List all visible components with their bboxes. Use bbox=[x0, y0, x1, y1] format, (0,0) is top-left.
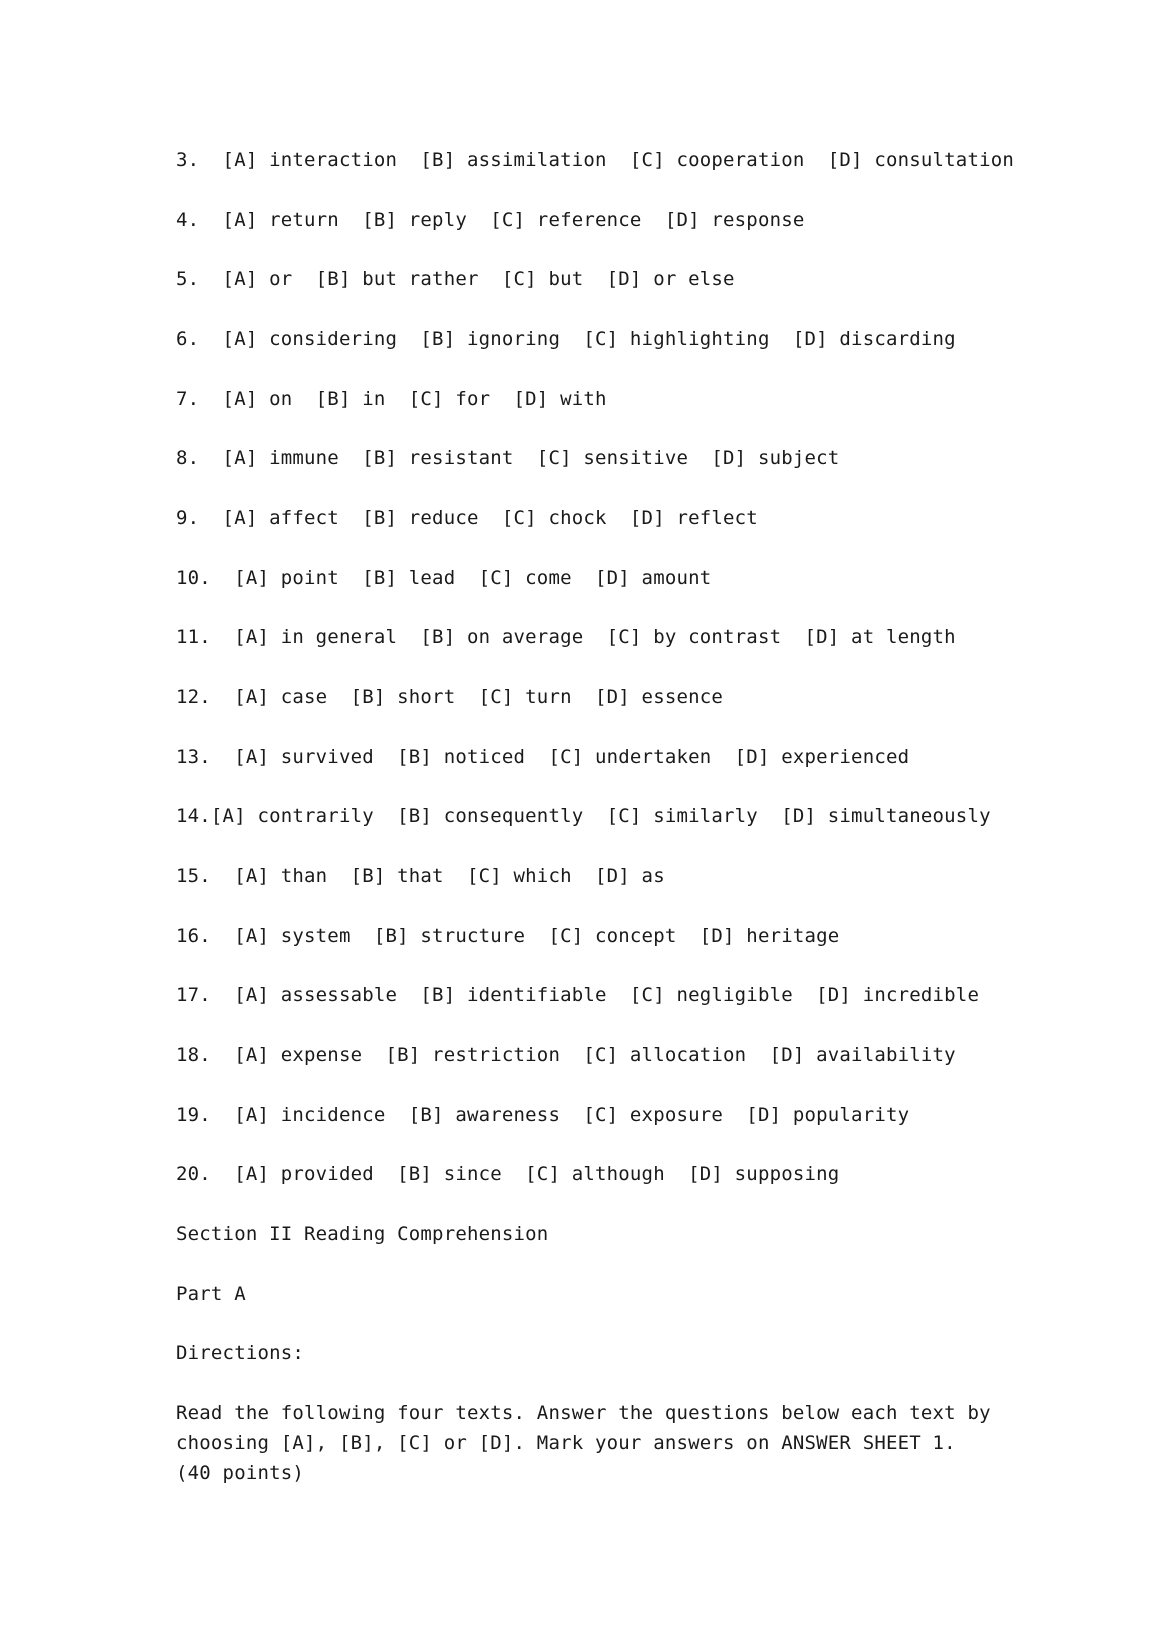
question-8-options: 8. [A] immune [B] resistant [C] sensitive [D] subject bbox=[176, 447, 840, 469]
question-13-options: 13. [A] survived [B] noticed [C] undertaken [D] experienced bbox=[176, 746, 910, 768]
question-20-options: 20. [A] provided [B] since [C] although [D] supposing bbox=[176, 1163, 840, 1185]
question-12-options: 12. [A] case [B] short [C] turn [D] essence bbox=[176, 686, 724, 708]
question-10-options: 10. [A] point [B] lead [C] come [D] amount bbox=[176, 567, 712, 589]
part-title: Part A bbox=[176, 1283, 246, 1305]
question-14-options: 14.[A] contrarily [B] consequently [C] similarly [D] simultaneously bbox=[176, 805, 991, 827]
question-18-options: 18. [A] expense [B] restriction [C] allocation [D] availability bbox=[176, 1044, 956, 1066]
question-9-options: 9. [A] affect [B] reduce [C] chock [D] reflect bbox=[176, 507, 758, 529]
section-title: Section II Reading Comprehension bbox=[176, 1223, 549, 1245]
directions-text: Read the following four texts. Answer the questions below each text by choosing [A], [B], [C] or [D]. Mark your answers on ANSWER SHEET 1. (40 points) bbox=[176, 1402, 991, 1484]
question-19-options: 19. [A] incidence [B] awareness [C] exposure [D] popularity bbox=[176, 1104, 910, 1126]
question-15-options: 15. [A] than [B] that [C] which [D] as bbox=[176, 865, 665, 887]
question-4-options: 4. [A] return [B] reply [C] reference [D] response bbox=[176, 209, 805, 231]
question-16-options: 16. [A] system [B] structure [C] concept [D] heritage bbox=[176, 925, 840, 947]
question-11-options: 11. [A] in general [B] on average [C] by contrast [D] at length bbox=[176, 626, 956, 648]
question-6-options: 6. [A] considering [B] ignoring [C] highlighting [D] discarding bbox=[176, 328, 956, 350]
question-3-options: 3. [A] interaction [B] assimilation [C] cooperation [D] consultation bbox=[176, 149, 1015, 171]
directions-label: Directions: bbox=[176, 1342, 305, 1364]
question-7-options: 7. [A] on [B] in [C] for [D] with bbox=[176, 388, 607, 410]
question-5-options: 5. [A] or [B] but rather [C] but [D] or else bbox=[176, 268, 735, 290]
question-17-options: 17. [A] assessable [B] identifiable [C] negligible [D] incredible bbox=[176, 984, 980, 1006]
